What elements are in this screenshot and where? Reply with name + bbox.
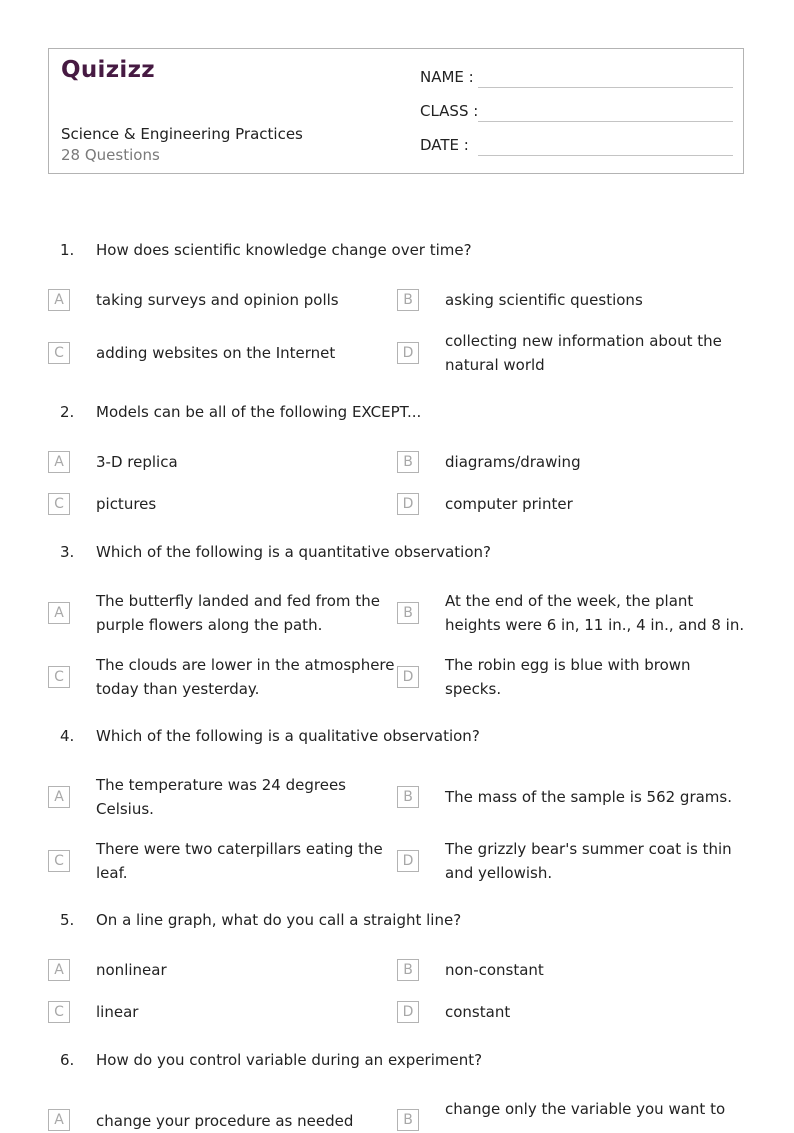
worksheet-header: [48, 48, 744, 174]
question-text: Which of the following is a quantitative observation?: [96, 543, 491, 561]
option-text: There were two caterpillars eating the leaf.: [96, 840, 383, 882]
class-field: [420, 102, 733, 124]
option-text: The clouds are lower in the atmosphere today than yesterday.: [96, 656, 395, 698]
option-text: The grizzly bear's summer coat is thin and yellowish.: [445, 840, 732, 882]
worksheet-title: Science & Engineering Practices: [61, 125, 303, 143]
option-text: The temperature was 24 degrees Celsius.: [96, 776, 346, 818]
option-text: change only the variable you want to: [445, 1100, 726, 1118]
option-text: 3-D replica: [96, 453, 178, 471]
option-letter: B: [397, 1109, 419, 1131]
name-field: [420, 68, 733, 90]
option-letter: A: [48, 1109, 70, 1131]
option-letter: C: [48, 342, 70, 364]
option-letter: D: [397, 342, 419, 364]
name-label: NAME :: [420, 68, 474, 86]
option-text: non-constant: [445, 961, 544, 979]
option-text: asking scientific questions: [445, 291, 643, 309]
question-number: 1.: [60, 241, 75, 259]
option-text: diagrams/drawing: [445, 453, 581, 471]
question-number: 4.: [60, 727, 75, 745]
option-text: linear: [96, 1003, 139, 1021]
question-text: How do you control variable during an experiment?: [96, 1051, 483, 1069]
option-text: change your procedure as needed: [96, 1112, 354, 1130]
option-letter: A: [48, 289, 70, 311]
option-text: The mass of the sample is 562 grams.: [445, 788, 733, 806]
option-letter: C: [48, 850, 70, 872]
option-letter: B: [397, 602, 419, 624]
option-letter: A: [48, 602, 70, 624]
question-count: 28 Questions: [61, 146, 160, 164]
question-text: Models can be all of the following EXCEPT...: [96, 403, 422, 421]
question-text: On a line graph, what do you call a straight line?: [96, 911, 462, 929]
option-text: adding websites on the Internet: [96, 344, 336, 362]
option-text: constant: [445, 1003, 511, 1021]
option-text: pictures: [96, 495, 157, 513]
class-label: CLASS :: [420, 102, 479, 120]
question-number: 6.: [60, 1051, 75, 1069]
option-text: At the end of the week, the plant heights were 6 in, 11 in., 4 in., and 8 in.: [445, 592, 745, 634]
option-letter: A: [48, 959, 70, 981]
option-letter: A: [48, 451, 70, 473]
option-letter: D: [397, 493, 419, 515]
class-line[interactable]: [478, 121, 733, 122]
option-text: The robin egg is blue with brown specks.: [445, 656, 691, 698]
option-letter: B: [397, 959, 419, 981]
question-text: Which of the following is a qualitative observation?: [96, 727, 480, 745]
option-letter: A: [48, 786, 70, 808]
date-line[interactable]: [478, 155, 733, 156]
option-text: computer printer: [445, 495, 573, 513]
question-number: 5.: [60, 911, 75, 929]
option-letter: D: [397, 666, 419, 688]
quizizz-logo: Quizizz: [61, 57, 155, 83]
option-letter: C: [48, 1001, 70, 1023]
option-letter: C: [48, 493, 70, 515]
option-letter: B: [397, 786, 419, 808]
option-letter: B: [397, 451, 419, 473]
option-text: nonlinear: [96, 961, 167, 979]
date-field: [420, 136, 733, 158]
option-letter: D: [397, 1001, 419, 1023]
option-text: The butterfly landed and fed from the purple flowers along the path.: [96, 592, 380, 634]
option-letter: D: [397, 850, 419, 872]
name-line[interactable]: [478, 87, 733, 88]
option-text: collecting new information about the natural world: [445, 332, 722, 374]
option-letter: C: [48, 666, 70, 688]
date-label: DATE :: [420, 136, 469, 154]
question-text: How does scientific knowledge change over time?: [96, 241, 472, 259]
question-number: 2.: [60, 403, 75, 421]
question-number: 3.: [60, 543, 75, 561]
option-text: taking surveys and opinion polls: [96, 291, 339, 309]
option-letter: B: [397, 289, 419, 311]
